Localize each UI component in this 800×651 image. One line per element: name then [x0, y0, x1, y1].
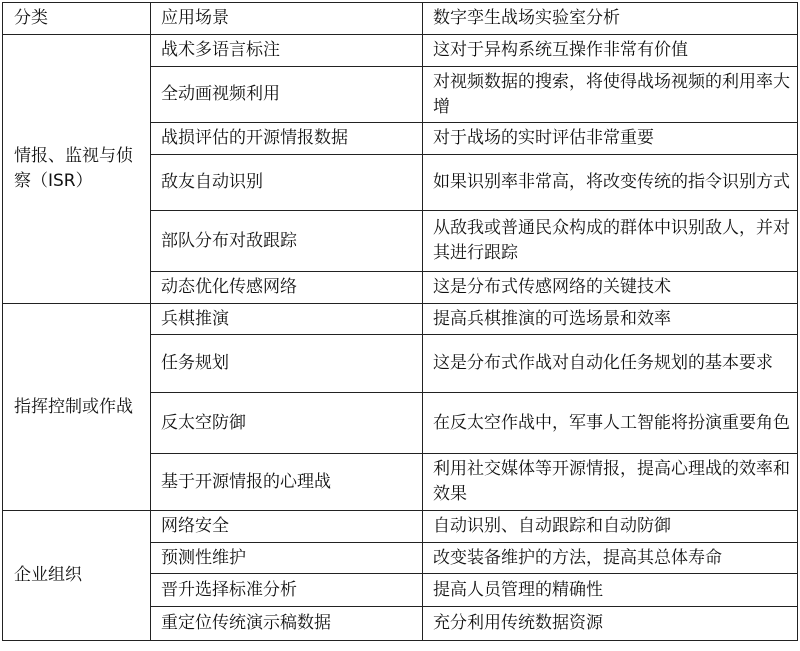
- scenario-cell: 部队分布对敌跟踪: [151, 211, 423, 272]
- table-row: [3, 511, 798, 543]
- header-category: 分类: [3, 3, 151, 35]
- scenario-cell: 动态优化传感网络: [151, 272, 423, 304]
- category-cell: 指挥控制或作战: [3, 304, 151, 511]
- analysis-cell: 改变装备维护的方法，提高其总体寿命: [423, 543, 798, 574]
- scenario-cell: 反太空防御: [151, 393, 423, 454]
- scenario-cell: 预测性维护: [151, 543, 423, 574]
- analysis-cell: 自动识别、自动跟踪和自动防御: [423, 511, 798, 543]
- scenario-cell: 晋升选择标准分析: [151, 574, 423, 607]
- analysis-cell: 对视频数据的搜索，将使得战场视频的利用率大增: [423, 67, 798, 123]
- analysis-cell: 这对于异构系统互操作非常有价值: [423, 35, 798, 67]
- scenario-cell: 全动画视频利用: [151, 67, 423, 123]
- category-cell: 企业组织: [3, 511, 151, 641]
- scenario-cell: 兵棋推演: [151, 304, 423, 335]
- table-row: [3, 304, 798, 335]
- scenario-cell: 战损评估的开源情报数据: [151, 123, 423, 155]
- analysis-cell: 这是分布式传感网络的关键技术: [423, 272, 798, 304]
- scenario-cell: 任务规划: [151, 335, 423, 393]
- analysis-cell: 充分利用传统数据资源: [423, 607, 798, 641]
- analysis-cell: 利用社交媒体等开源情报，提高心理战的效率和效果: [423, 454, 798, 511]
- analysis-cell: 从敌我或普通民众构成的群体中识别敌人，并对其进行跟踪: [423, 211, 798, 272]
- scenario-cell: 敌友自动识别: [151, 155, 423, 211]
- header-row: [3, 3, 798, 35]
- analysis-cell: 对于战场的实时评估非常重要: [423, 123, 798, 155]
- analysis-cell: 这是分布式作战对自动化任务规划的基本要求: [423, 335, 798, 393]
- scenario-cell: 基于开源情报的心理战: [151, 454, 423, 511]
- header-scenario: 应用场景: [151, 3, 423, 35]
- analysis-cell: 如果识别率非常高，将改变传统的指令识别方式: [423, 155, 798, 211]
- analysis-table: [2, 2, 798, 641]
- analysis-cell: 提高兵棋推演的可选场景和效率: [423, 304, 798, 335]
- scenario-cell: 网络安全: [151, 511, 423, 543]
- category-cell: 情报、监视与侦察（ISR）: [3, 35, 151, 304]
- analysis-cell: 提高人员管理的精确性: [423, 574, 798, 607]
- scenario-cell: 重定位传统演示稿数据: [151, 607, 423, 641]
- header-analysis: 数字孪生战场实验室分析: [423, 3, 798, 35]
- scenario-cell: 战术多语言标注: [151, 35, 423, 67]
- analysis-cell: 在反太空作战中，军事人工智能将扮演重要角色: [423, 393, 798, 454]
- table-row: [3, 35, 798, 67]
